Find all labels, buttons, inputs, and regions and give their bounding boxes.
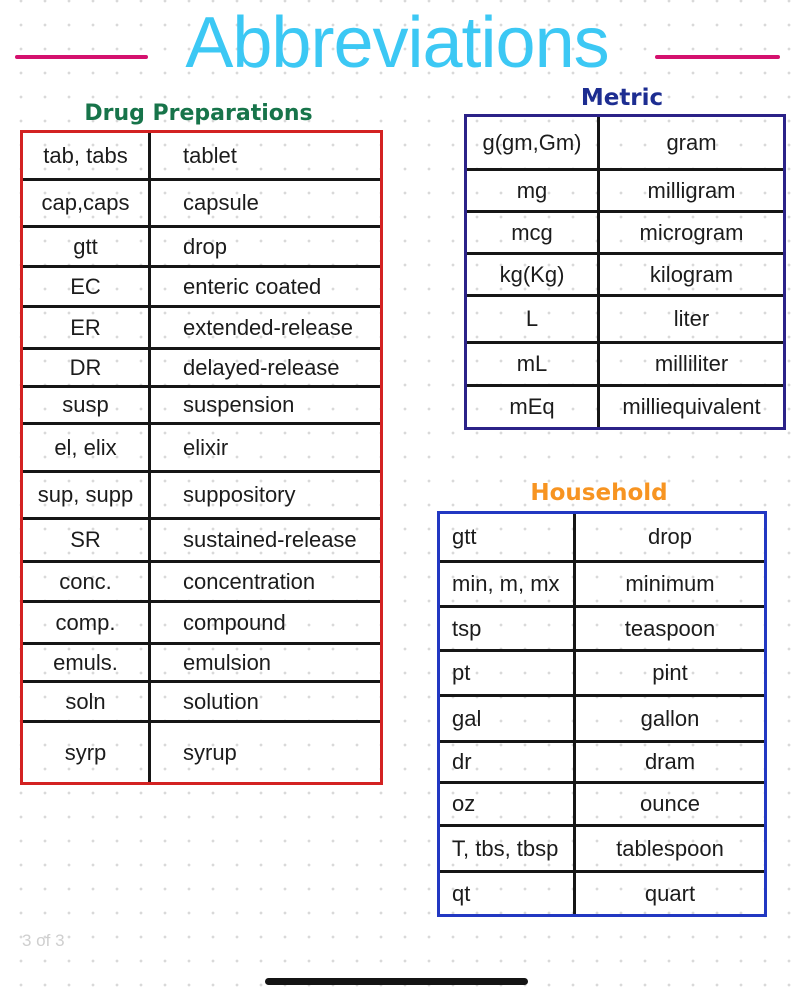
page-title: Abbreviations — [185, 3, 609, 83]
table-row — [23, 645, 380, 683]
table-row — [23, 388, 380, 425]
table-row — [440, 873, 764, 914]
abbreviation-cell: sup, supp — [23, 473, 151, 517]
meaning-cell: dram — [644, 749, 696, 774]
abbreviation-cell: qt — [440, 873, 576, 914]
table-row — [440, 697, 764, 743]
table-row — [23, 603, 380, 645]
table-row — [23, 133, 380, 181]
abbreviation-cell: gal — [440, 697, 576, 740]
table-row — [23, 268, 380, 308]
meaning-cell: milligram — [647, 177, 736, 203]
table-row — [440, 652, 764, 697]
abbreviation-cell: SR — [23, 520, 151, 560]
meaning-cell: quart — [644, 880, 696, 906]
meaning-cell: gram — [666, 129, 717, 155]
abbreviation-cell: soln — [23, 683, 151, 720]
abbreviation-cell: kg(Kg) — [467, 255, 600, 294]
meaning-cell: suspension — [183, 392, 295, 417]
title-rule-right — [655, 55, 780, 59]
table-row — [440, 608, 764, 652]
table-row — [467, 387, 783, 427]
table-row — [440, 563, 764, 608]
table-row — [23, 723, 380, 782]
meaning-cell: gallon — [640, 705, 700, 731]
meaning-cell: milliliter — [654, 351, 729, 376]
table-row — [23, 520, 380, 563]
home-indicator[interactable] — [265, 978, 528, 985]
abbreviation-cell: L — [467, 297, 600, 341]
meaning-cell: enteric coated — [183, 273, 322, 299]
table-row — [23, 228, 380, 268]
abbreviation-cell: T, tbs, tbsp — [440, 827, 576, 870]
abbreviation-cell: tsp — [440, 608, 576, 649]
section-title-household: Household — [530, 480, 668, 506]
abbreviation-cell: cap,caps — [23, 181, 151, 225]
meaning-cell: delayed-release — [183, 354, 340, 380]
abbreviation-cell: gtt — [440, 514, 576, 560]
meaning-cell: minimum — [625, 571, 715, 596]
table-row — [23, 350, 380, 388]
abbreviation-cell: DR — [23, 350, 151, 385]
meaning-cell: emulsion — [183, 649, 272, 675]
abbreviation-cell: mEq — [467, 387, 600, 427]
meaning-cell: syrup — [183, 739, 237, 765]
meaning-cell: microgram — [639, 219, 744, 245]
abbreviation-cell: susp — [23, 388, 151, 422]
drug-preparations-table — [20, 130, 383, 785]
meaning-cell: solution — [183, 688, 259, 714]
table-row — [440, 514, 764, 563]
abbreviation-cell: ER — [23, 308, 151, 347]
section-title-drug-preparations: Drug Preparations — [84, 101, 313, 126]
table-row — [467, 297, 783, 344]
abbreviation-cell: min, m, mx — [440, 563, 576, 605]
meaning-cell: drop — [647, 524, 693, 549]
section-title-metric: Metric — [580, 85, 664, 111]
abbreviation-cell: tab, tabs — [23, 133, 151, 178]
abbreviation-cell: el, elix — [23, 425, 151, 470]
abbreviation-cell: mL — [467, 344, 600, 384]
table-row — [23, 473, 380, 520]
meaning-cell: compound — [183, 609, 286, 635]
table-row — [467, 117, 783, 171]
table-row — [23, 425, 380, 473]
meaning-cell: concentration — [183, 568, 316, 594]
abbreviation-cell: g(gm,Gm) — [467, 117, 600, 168]
abbreviation-cell: emuls. — [23, 645, 151, 680]
table-row — [23, 563, 380, 603]
meaning-cell: milliequivalent — [622, 394, 761, 419]
table-row — [440, 784, 764, 827]
table-row — [23, 308, 380, 350]
table-row — [23, 683, 380, 723]
meaning-cell: kilogram — [649, 261, 734, 287]
abbreviation-cell: mcg — [467, 213, 600, 252]
meaning-cell: ounce — [640, 791, 700, 816]
meaning-cell: teaspoon — [624, 615, 716, 641]
meaning-cell: capsule — [183, 190, 259, 215]
abbreviation-cell: gtt — [23, 228, 151, 265]
table-row — [467, 213, 783, 255]
abbreviation-cell: conc. — [23, 563, 151, 600]
abbreviation-cell: syrp — [23, 723, 151, 782]
abbreviation-cell: EC — [23, 268, 151, 305]
meaning-cell: sustained-release — [183, 527, 357, 552]
meaning-cell: pint — [652, 660, 688, 685]
meaning-cell: liter — [673, 306, 710, 331]
abbreviation-cell: dr — [440, 743, 576, 781]
metric-table — [464, 114, 786, 430]
table-row — [440, 743, 764, 784]
table-row — [440, 827, 764, 873]
table-row — [467, 171, 783, 213]
table-row — [467, 344, 783, 387]
meaning-cell: suppository — [183, 482, 296, 507]
meaning-cell: drop — [183, 233, 228, 259]
meaning-cell: tablet — [183, 142, 237, 168]
abbreviation-cell: mg — [467, 171, 600, 210]
abbreviation-cell: oz — [440, 784, 576, 824]
abbreviation-cell: comp. — [23, 603, 151, 642]
table-row — [467, 255, 783, 297]
abbreviation-cell: pt — [440, 652, 576, 694]
page-indicator: 3 of 3 — [22, 931, 65, 950]
meaning-cell: extended-release — [183, 314, 354, 340]
household-table — [437, 511, 767, 917]
meaning-cell: tablespoon — [616, 835, 724, 861]
table-row — [23, 181, 380, 228]
meaning-cell: elixir — [183, 434, 229, 460]
